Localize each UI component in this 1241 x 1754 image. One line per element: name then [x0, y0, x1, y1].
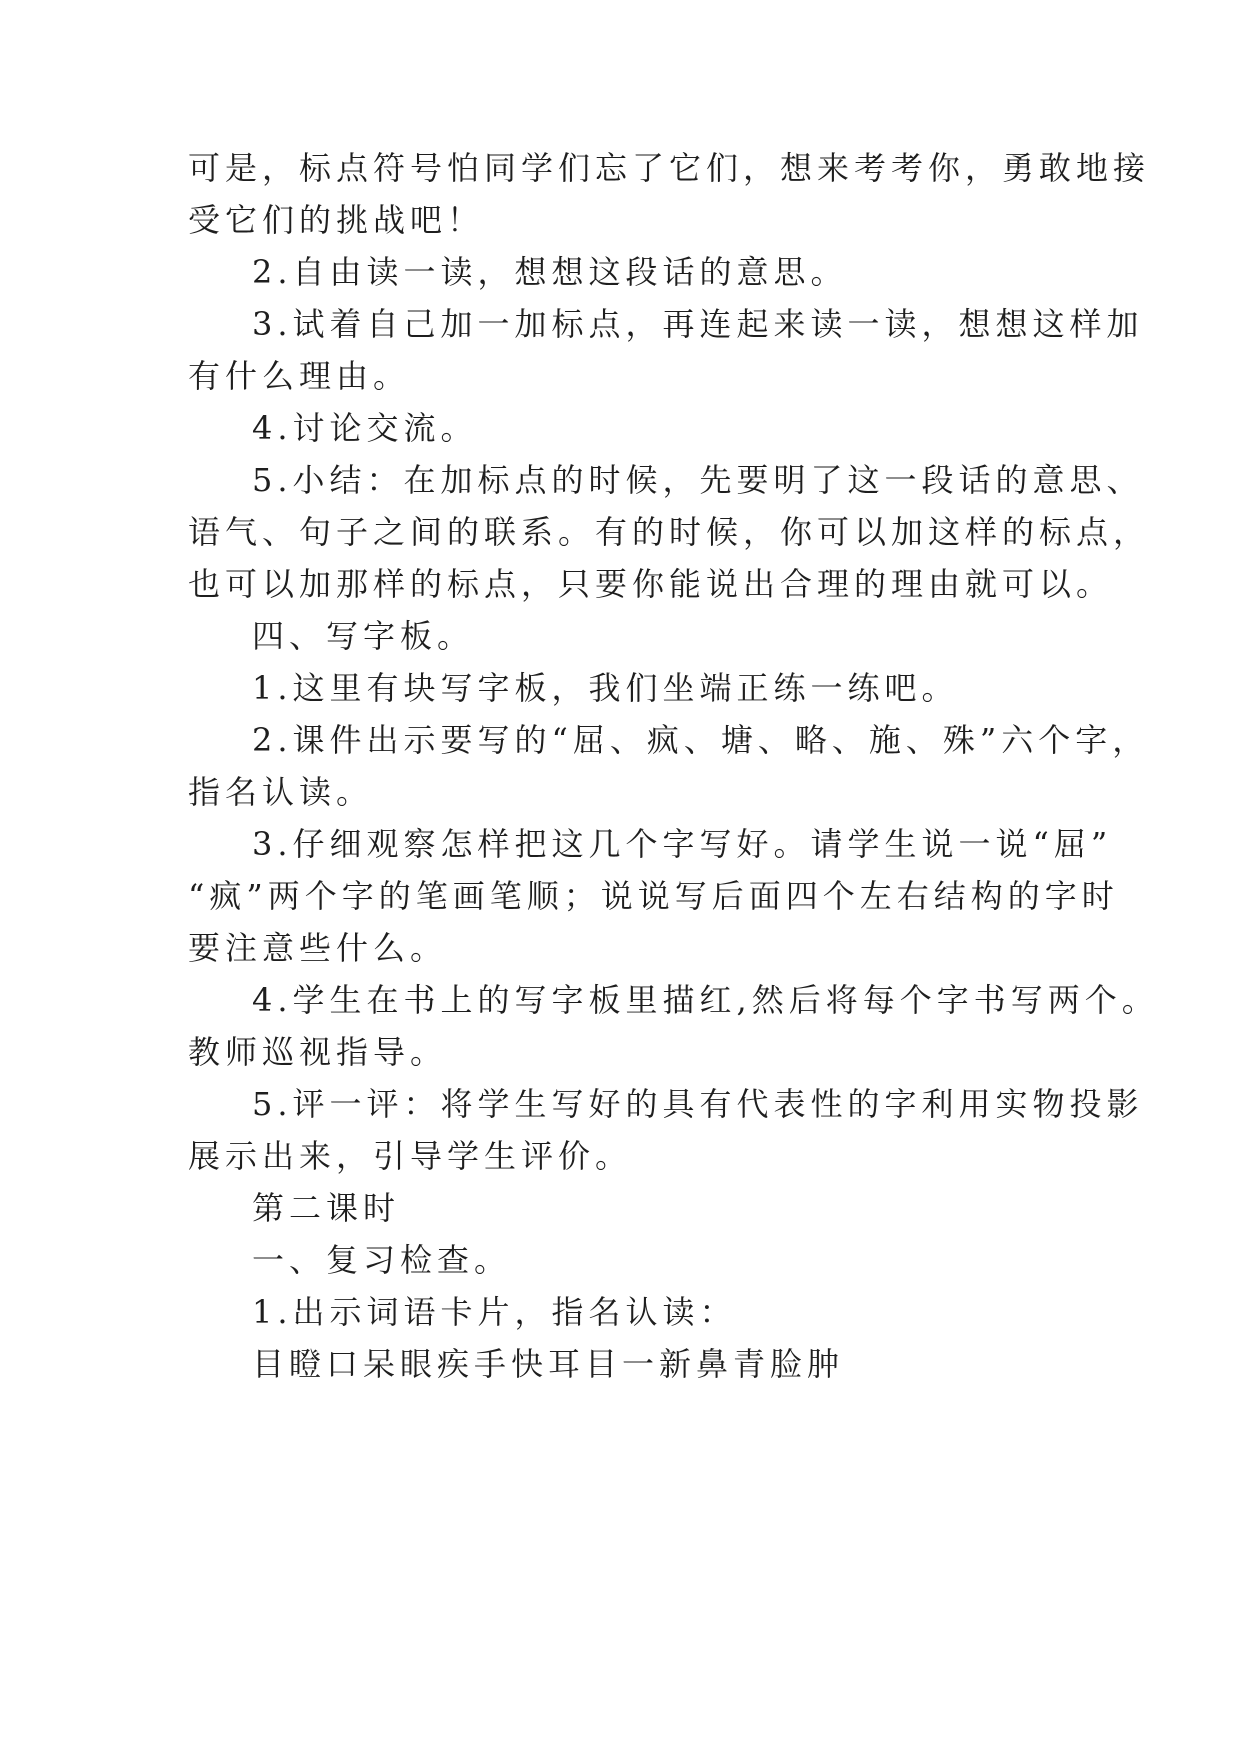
- paragraph-line: 指名认读。: [188, 773, 374, 811]
- list-item-line: 4.讨论交流。: [252, 409, 478, 447]
- paragraph-line: 教师巡视指导。: [188, 1033, 448, 1071]
- paragraph-line: 受它们的挑战吧！: [188, 201, 485, 239]
- vocabulary-line: 目瞪口呆眼疾手快耳目一新鼻青脸肿: [252, 1345, 845, 1383]
- paragraph-line: 也可以加那样的标点，只要你能说出合理的理由就可以。: [188, 565, 1114, 603]
- list-item-line: 3.试着自己加一加标点，再连起来读一读，想想这样加: [252, 305, 1144, 343]
- list-item-line: 4.学生在书上的写字板里描红,然后将每个字书写两个。: [252, 981, 1159, 1019]
- section-heading: 一、复习检查。: [252, 1241, 512, 1279]
- paragraph-line: 可是，标点符号怕同学们忘了它们，想来考考你，勇敢地接: [188, 149, 1151, 187]
- paragraph-line: 展示出来，引导学生评价。: [188, 1137, 633, 1175]
- paragraph-line: 有什么理由。: [188, 357, 411, 395]
- paragraph-line: 要注意些什么。: [188, 929, 448, 967]
- list-item-line: 2.自由读一读，想想这段话的意思。: [252, 253, 848, 291]
- list-item-line: 5.评一评：将学生写好的具有代表性的字利用实物投影: [252, 1085, 1144, 1123]
- section-heading: 四、写字板。: [252, 617, 475, 655]
- list-item-line: 1.这里有块写字板，我们坐端正练一练吧。: [252, 669, 959, 707]
- lesson-heading: 第二课时: [252, 1189, 401, 1227]
- list-item-line: 3.仔细观察怎样把这几个字写好。请学生说一说“屈”: [252, 825, 1113, 863]
- paragraph-line: 语气、句子之间的联系。有的时候，你可以加这样的标点，: [188, 513, 1151, 551]
- list-item-line: 2.课件出示要写的“屈、疯、塘、略、施、殊”六个字，: [252, 721, 1150, 759]
- paragraph-line: “疯”两个字的笔画笔顺；说说写后面四个左右结构的字时: [188, 877, 1119, 915]
- list-item-line: 1.出示词语卡片，指名认读：: [252, 1293, 737, 1331]
- list-item-line: 5.小结：在加标点的时候，先要明了这一段话的意思、: [252, 461, 1144, 499]
